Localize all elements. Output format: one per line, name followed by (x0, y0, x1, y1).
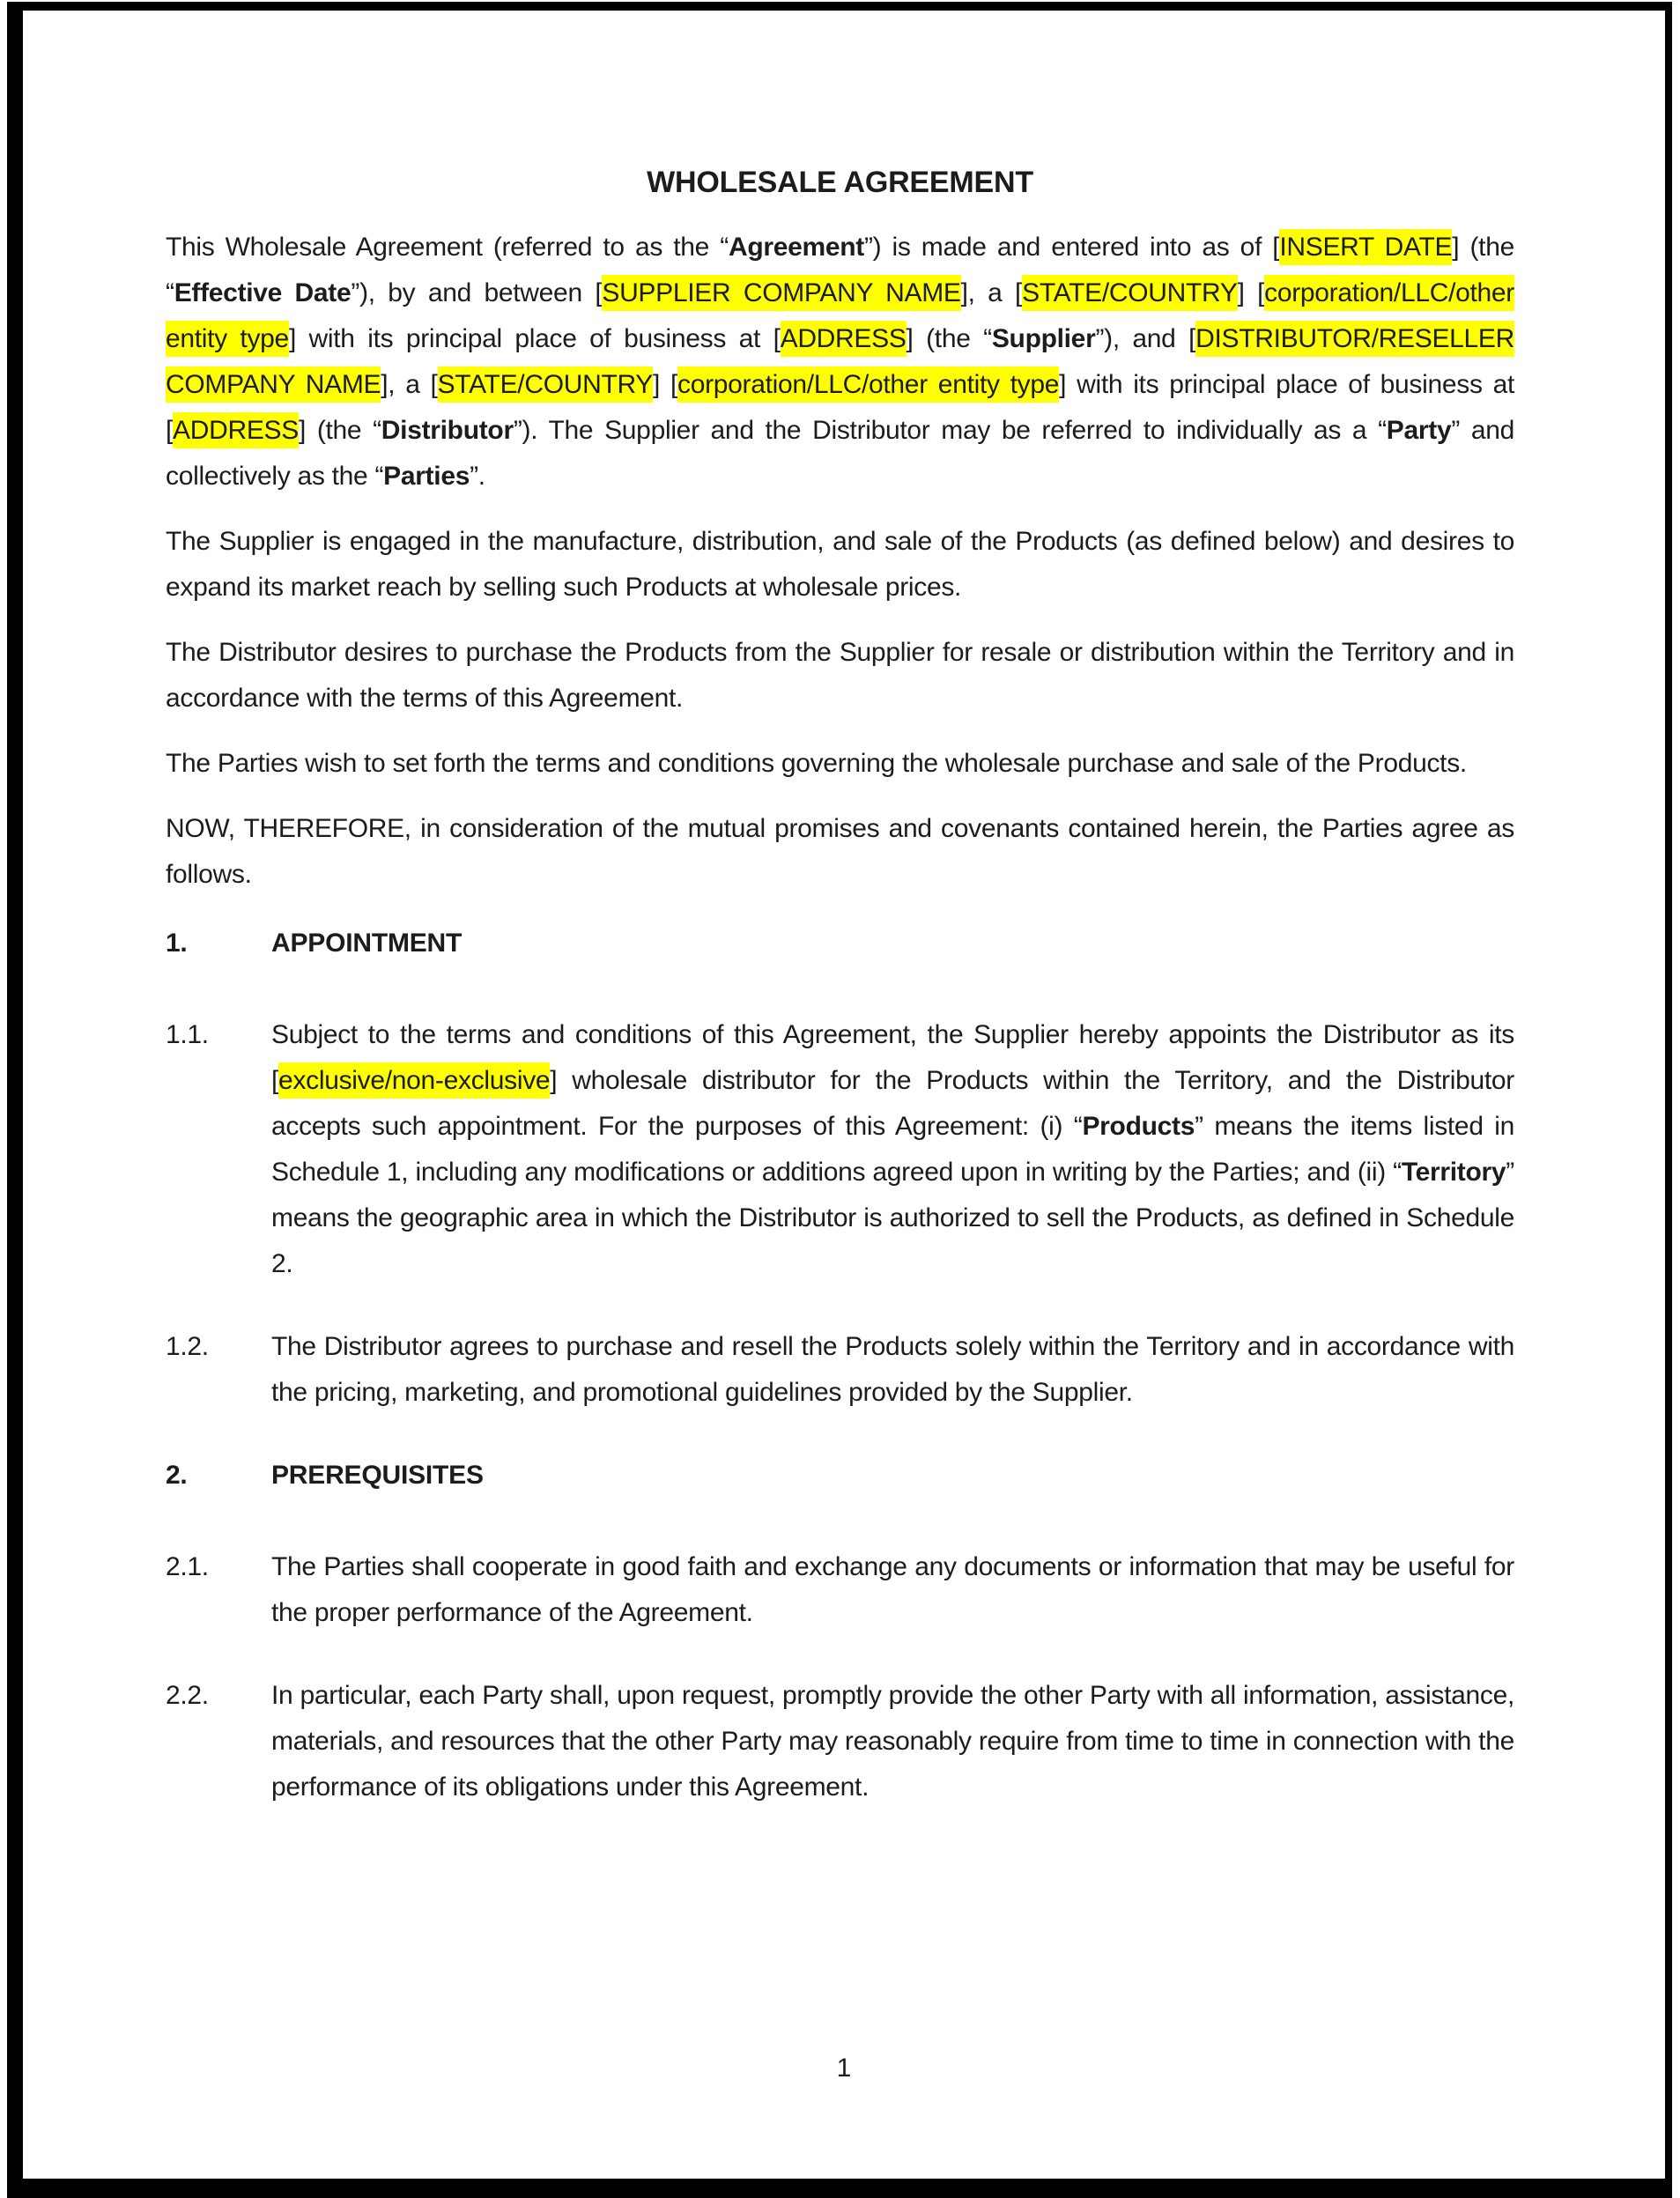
page-number: 1 (836, 2054, 852, 2083)
text-run: Subject to the terms and conditions of this Agreement, the Supplier hereby appoints the Distributor as its [ (271, 1020, 1514, 1095)
text-run: ”), by and between [ (351, 278, 603, 307)
clause-number: 1.1. (166, 1020, 209, 1049)
section-heading-appointment (166, 921, 1514, 966)
text-run: The Parties shall cooperate in good faith and exchange any documents or information that may be useful for the proper performance of the Agreement. (271, 1552, 1514, 1627)
section-title: PREREQUISITES (271, 1461, 484, 1490)
section-title: APPOINTMENT (271, 929, 463, 958)
placeholder-highlight: DISTRIBUTOR/RESELLER COMPANY NAME (166, 321, 1514, 403)
text-run: ” means the items listed in Schedule 1, including any modifications or additions agreed upon in writing by the Parties; and (ii) “ (271, 1112, 1514, 1187)
intro-paragraph-purpose-recital (166, 741, 1514, 787)
text-run: The Supplier is engaged in the manufacture, distribution, and sale of the Products (as defined below) and desires to expand its market reach by selling such Products at wholesale prices. (166, 527, 1514, 602)
clause-1-2 (166, 1324, 1514, 1416)
text-run: ] with its principal place of business at [ (166, 370, 1514, 445)
clause-2-1 (166, 1544, 1514, 1636)
text-run: ] (the “ (298, 416, 381, 445)
clause-number: 2.2. (166, 1681, 209, 1710)
placeholder-highlight: ADDRESS (781, 321, 907, 357)
text-run: ” means the geographic area in which the Distributor is authorized to sell the Products, as defined in Schedule 2. (271, 1158, 1514, 1278)
placeholder-highlight: exclusive/non-exclusive (278, 1062, 550, 1099)
text-run: ] [ (653, 370, 678, 399)
text-run: Distributor (381, 416, 514, 445)
clause-text (271, 1324, 1514, 1416)
section-number: 1. (166, 929, 188, 958)
text-run: ”), and [ (1095, 324, 1196, 353)
text-run: In particular, each Party shall, upon request, promptly provide the other Party with all information, assistance, materials, and resources that the other Party may reasonably require from time to time in connection with the performance of its obligations under this Agreement. (271, 1681, 1514, 1802)
text-run: ], a [ (960, 278, 1023, 307)
text-run: Products (1082, 1112, 1195, 1141)
text-run: Party (1386, 416, 1452, 445)
clause-number: 2.1. (166, 1552, 209, 1581)
placeholder-highlight: ADDRESS (173, 412, 299, 448)
text-run: ”) is made and entered into as of [ (863, 233, 1280, 262)
text-run: Agreement (728, 233, 864, 262)
clause-2-2 (166, 1673, 1514, 1810)
intro-paragraph-parties (166, 225, 1514, 500)
intro-paragraph-distributor-recital (166, 630, 1514, 722)
text-run: The Distributor agrees to purchase and resell the Products solely within the Territory and in accordance with the pricing, marketing, and promotional guidelines provided by the Supplier. (271, 1332, 1514, 1407)
text-run: Parties (383, 462, 470, 491)
text-run: The Distributor desires to purchase the Products from the Supplier for resale or distribution within the Territory and in accordance with the terms of this Agreement. (166, 638, 1514, 713)
placeholder-highlight: corporation/LLC/other entity type (677, 366, 1059, 403)
text-run: Supplier (991, 324, 1096, 353)
clause-text (271, 1012, 1514, 1287)
text-run: Effective Date (174, 278, 352, 307)
text-run: ] (the “ (166, 233, 1514, 307)
text-run: Territory (1401, 1158, 1506, 1187)
text-run: The Parties wish to set forth the terms and conditions governing the wholesale purchase and sale of the Products. (166, 749, 1467, 778)
placeholder-highlight: INSERT DATE (1279, 229, 1452, 265)
placeholder-highlight: corporation/LLC/other entity type (166, 275, 1514, 357)
text-run: ” and collectively as the “ (166, 416, 1514, 491)
intro-paragraph-now-therefore (166, 806, 1514, 898)
section-number: 2. (166, 1461, 188, 1490)
text-run: ”. (470, 462, 485, 491)
intro-paragraph-supplier-recital (166, 519, 1514, 611)
text-run: ] wholesale distributor for the Products within the Territory, and the Distributor accepts such appointment. For the purposes of this Agreement: (i) “ (271, 1066, 1514, 1141)
text-run: ] with its principal place of business at [ (288, 324, 781, 353)
text-run: ], a [ (381, 370, 438, 399)
placeholder-highlight: SUPPLIER COMPANY NAME (602, 275, 960, 311)
clause-text (271, 1673, 1514, 1810)
text-run: NOW, THEREFORE, in consideration of the mutual promises and covenants contained herein, the Parties agree as follows. (166, 814, 1514, 889)
clause-number: 1.2. (166, 1332, 209, 1361)
text-run: ”). The Supplier and the Distributor may be referred to individually as a “ (513, 416, 1387, 445)
placeholder-highlight: STATE/COUNTRY (1022, 275, 1237, 311)
document-title: WHOLESALE AGREEMENT (647, 166, 1033, 199)
text-run: This Wholesale Agreement (referred to as the “ (166, 233, 729, 262)
placeholder-highlight: STATE/COUNTRY (438, 366, 653, 403)
text-run: ] [ (1237, 278, 1265, 307)
clause-1-1 (166, 1012, 1514, 1287)
text-run: ] (the “ (906, 324, 992, 353)
page-border-frame (7, 2, 1672, 2198)
section-heading-prerequisites (166, 1453, 1514, 1499)
clause-text (271, 1544, 1514, 1636)
